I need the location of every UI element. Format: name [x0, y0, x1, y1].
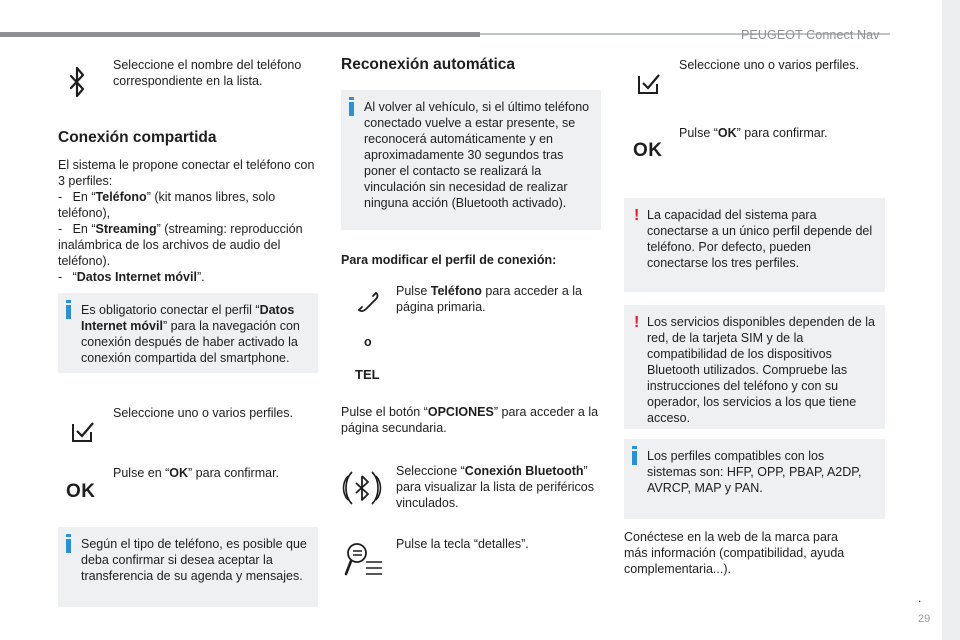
checkbox-select-icon [71, 421, 95, 443]
warning-box-text: Los servicios disponibles dependen de la red, de la tarjeta SIM y de la compatibilidad de los dispositivos Bluetooth utilizados. Compruebe las instrucciones del teléfono y con su operador, los servicios a los que tiene acceso. [647, 315, 875, 425]
options-text: Pulse el botón “OPCIONES” para acceder a la página secundaria. [341, 405, 599, 435]
section-heading-shared-connection: Conexión compartida [58, 129, 217, 146]
info-icon [66, 539, 71, 553]
section-heading-auto-reconnect: Reconexión automática [341, 56, 515, 73]
page-header-title: PEUGEOT Connect Nav [741, 28, 880, 42]
or-label: o [364, 335, 372, 349]
warning-box-text: La capacidad del sistema para conectarse a un único perfil depende del teléfono. Por defecto, pueden conectarse los tres perfiles. [647, 208, 873, 270]
info-icon [632, 451, 637, 465]
footer-web-info: Conéctese en la web de la marca para más información (compatibilidad, ayuda complementaria...). [624, 530, 845, 576]
profile-list-item: - En “Streaming” (streaming: reproducción inalámbrica de los archivos de audio del teléfono). [58, 222, 303, 268]
press-phone-text: Pulse Teléfono para acceder a la página primaria. [396, 284, 582, 314]
info-box-text: Al volver al vehículo, si el último teléfono conectado vuelve a estar presente, se reconocerá automáticamente y en aproximadamente 30 segundos tras poner el contacto se realizará la vinculación sin necesidad de realizar ninguna acción (Bluetooth activado). [364, 100, 590, 210]
side-strip [942, 0, 960, 640]
shared-connection-intro [58, 157, 320, 285]
page-number: 29 [918, 613, 931, 625]
info-box-auto-reconnect [341, 90, 601, 230]
info-box-text: Según el tipo de teléfono, es posible que deba confirmar si desea aceptar la transferencia de su agenda y mensajes. [81, 537, 307, 583]
select-profiles-text: Seleccione uno o varios perfiles. [679, 58, 859, 72]
bluetooth-connection-icon [342, 466, 382, 510]
info-box-transfer [58, 527, 318, 607]
header-rule [0, 32, 480, 37]
info-icon [66, 305, 71, 319]
warning-box-single-profile [624, 198, 885, 292]
profile-list-item: - En “Teléfono” (kit manos libres, solo teléfono), [58, 190, 276, 220]
tel-label: TEL [355, 367, 380, 382]
select-bluetooth-text: Seleccione “Conexión Bluetooth” para visualizar la lista de periféricos vinculados. [396, 464, 595, 510]
ok-icon: OK [633, 140, 663, 161]
select-profiles-text: Seleccione uno o varios perfiles. [113, 406, 293, 420]
info-icon [349, 102, 354, 116]
press-ok-text: Pulse “OK” para confirmar. [679, 126, 828, 140]
info-box-text: Es obligatorio conectar el perfil “Datos Internet móvil” para la navegación con conexión después de haber activado la conexión compartida del smartphone. [81, 303, 300, 365]
profile-list-item: - “Datos Internet móvil”. [58, 270, 205, 284]
bluetooth-icon [68, 66, 86, 98]
press-ok-text: Pulse en “OK” para confirmar. [113, 466, 280, 480]
ok-icon: OK [66, 481, 96, 502]
side-mark: . [918, 591, 922, 605]
phone-icon [356, 290, 380, 314]
info-box-text: Los perfiles compatibles con los sistemas son: HFP, OPP, PBAP, A2DP, AVRCP, MAP y PAN. [647, 449, 862, 495]
press-details-text: Pulse la tecla “detalles”. [396, 537, 529, 551]
info-box-compatible-profiles [624, 439, 885, 519]
select-phone-text: Seleccione el nombre del teléfono correspondiente en la lista. [113, 58, 302, 88]
info-box-mobile-data [58, 293, 318, 373]
details-search-list-icon [344, 540, 384, 580]
checkbox-select-icon [637, 73, 661, 95]
warning-icon: ! [634, 314, 640, 331]
warning-icon: ! [634, 207, 640, 224]
intro-text: El sistema le propone conectar el teléfono con 3 perfiles: [58, 158, 315, 188]
warning-box-services [624, 305, 885, 429]
subheading-modify-profile: Para modificar el perfil de conexión: [341, 253, 557, 267]
